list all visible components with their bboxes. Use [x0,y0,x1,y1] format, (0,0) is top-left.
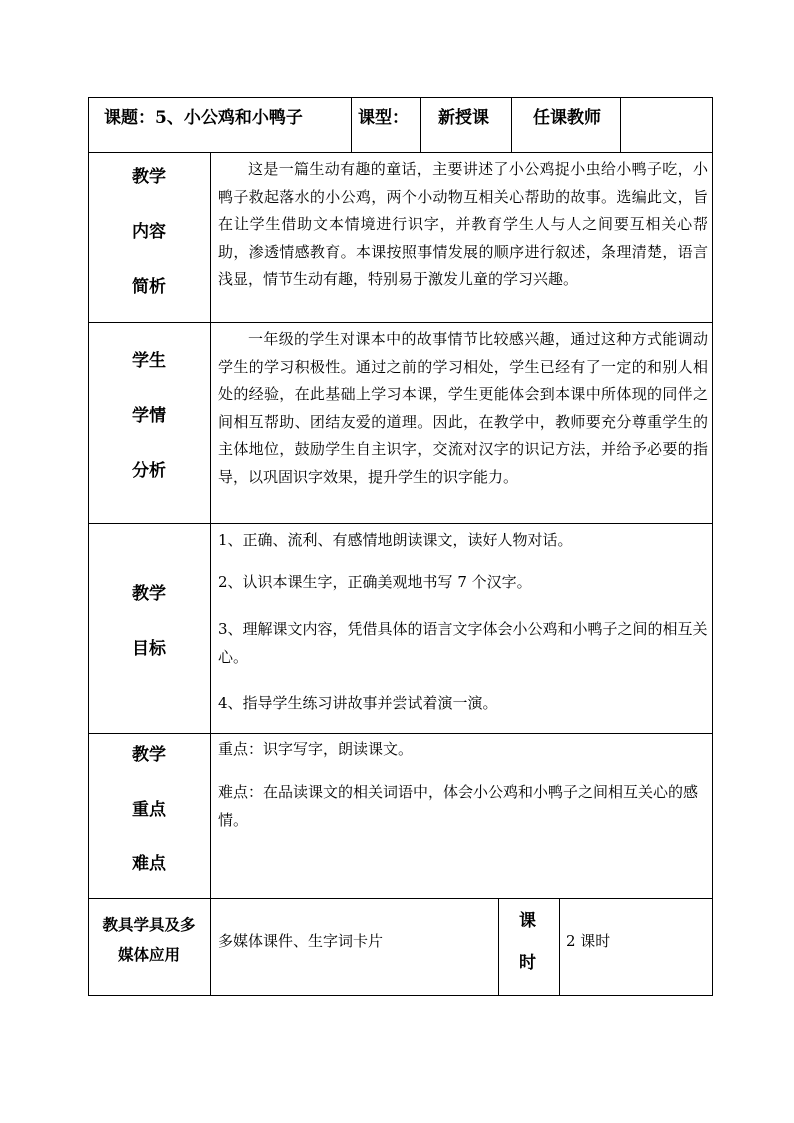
key-point-text: 重点：识字写字，朗读课文。 [218,740,414,758]
content-label-line-3: 简析 [132,277,166,297]
objective-item-3: 3、理解课文内容，凭借具体的语言文字体会小公鸡和小鸭子之间的相互关心。 [218,620,708,666]
objective-item-1: 1、正确、流利、有感情地朗读课文，读好人物对话。 [218,531,573,549]
objective-item-4: 4、指导学生练习讲故事并尝试着演一演。 [218,694,498,712]
student-label-line-3: 分析 [132,461,166,481]
student-analysis-text: 一年级的学生对课本中的故事情节比较感兴趣，通过这种方式能调动学生的学习积极性。通过之前的学习相处，学生已经有了一定的和别人相处的经验，在此基础上学习本课，学生更能体会到本课中所体现的同伴之间相互帮助、团结友爱的道理。因此，在教学中，教师要充分尊重学生的主体地位，鼓励学生自主识字，交流对汉字的识记方法，并给予必要的指导，以巩固识字效果，提升学生的识字能力。 [218,330,708,486]
objective-item-2: 2、认识本课生字，正确美观地书写 7 个汉字。 [218,573,532,591]
lesson-title: 课题：5、小公鸡和小鸭子 [104,108,303,128]
keypoints-label-line-3: 难点 [132,854,166,874]
content-label-line-1: 教学 [132,167,166,187]
media-label-line-1: 教具学具及多 [102,915,196,934]
lesson-type-value: 新授课 [438,108,489,128]
teacher-label: 任课教师 [533,108,601,128]
content-label-line-2: 内容 [132,222,166,242]
difficulty-text: 难点：在品读课文的相关词语中，体会小公鸡和小鸭子之间相互关心的感情。 [218,783,699,829]
student-label-line-2: 学情 [132,406,166,426]
objectives-label-line-2: 目标 [132,639,166,659]
lesson-type-label: 课型： [358,108,409,128]
keypoints-label-line-2: 重点 [132,800,166,820]
media-label-line-2: 媒体应用 [117,945,180,964]
hours-label-line-2: 时 [519,953,536,973]
hours-value: 2 课时 [566,932,611,950]
student-label-line-1: 学生 [132,351,166,371]
hours-label-line-1: 课 [519,911,536,931]
keypoints-label-line-1: 教学 [132,745,166,765]
objectives-label-line-1: 教学 [132,584,166,604]
content-analysis-text: 这是一篇生动有趣的童话，主要讲述了小公鸡捉小虫给小鸭子吃，小鸭子救起落水的小公鸡，两个小动物互相关心帮助的故事。选编此文，旨在让学生借助文本情境进行识字，并教育学生人与人之间要互相关心帮助，渗透情感教育。本课按照事情发展的顺序进行叙述，条理清楚，语言浅显，情节生动有趣，特别易于激发儿童的学习兴趣。 [218,160,708,288]
media-value: 多媒体课件、生字词卡片 [218,932,384,950]
